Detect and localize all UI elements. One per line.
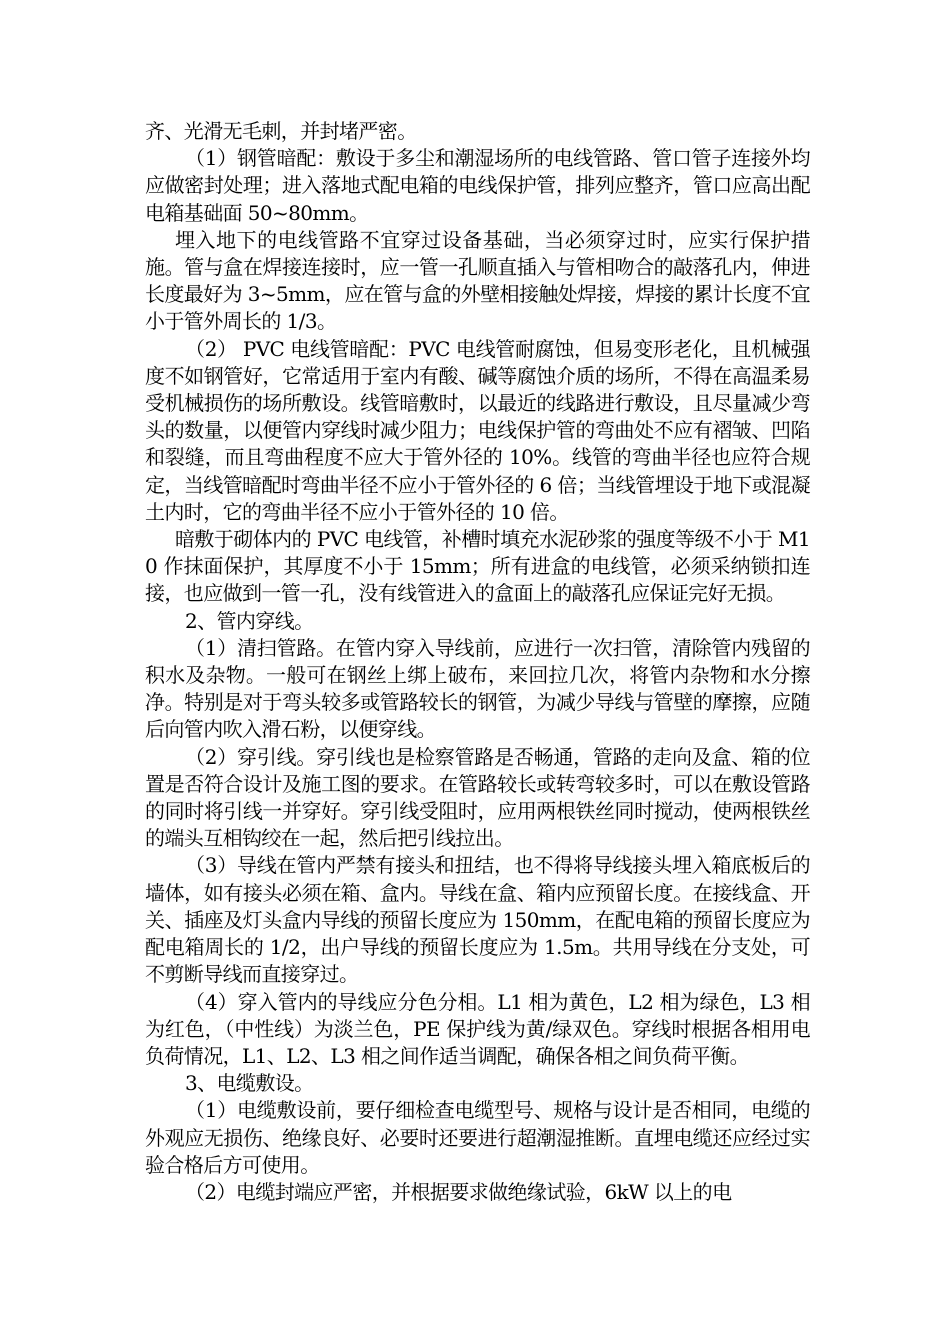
- paragraph-continuation: 齐、光滑无毛刺，并封堵严密。: [145, 119, 417, 143]
- section-heading-cable: 3、电缆敷设。: [185, 1071, 314, 1096]
- paragraph-pvc-pipe: （2） PVC 电线管暗配：PVC 电线管耐腐蚀，但易变形老化，且机械强度不如钢管好，它常适用于室内有酸、碱等腐蚀介质的场所，不得在高温柔易受机械损伤的场所敷设。线管暗敷时，以最近的线路进行敷设，且尽量减少弯头的数量，以便管内穿线时减少阻力；电线保护管的弯曲处不应有褶皱、凹陷和裂缝，而且弯曲程度不应大于管外径的 10%。线管的弯曲半径也应符合规定，当线管暗配时弯曲半径不应小于管外径的 6 倍；当线管埋设于地下或混凝土内时，它的弯曲半径不应小于管外径的 10 倍。: [145, 336, 810, 524]
- paragraph-pvc-masonry: 暗敷于砌体内的 PVC 电线管，补槽时填充水泥砂浆的强度等级不小于 M10 作抹面保护，其厚度不小于 15mm；所有进盒的电线管，必须采纳锁扣连接，也应做到一管一孔，没有线管进入的盒面上的敲落孔应保证完好无损。: [145, 527, 810, 606]
- paragraph-underground-pipe: 埋入地下的电线管路不宜穿过设备基础，当必须穿过时，应实行保护措施。管与盒在焊接连接时，应一管一孔顺直插入与管相吻合的敲落孔内，伸进长度最好为 3~5mm，应在管与盒的外壁相接触处焊接，焊接的累计长度不宜小于管外周长的 1/3。: [145, 227, 810, 334]
- paragraph-joints: （3）导线在管内严禁有接头和扭结，也不得将导线接头埋入箱底板后的墙体，如有接头必须在箱、盒内。导线在盒、箱内应预留长度。在接线盒、开关、插座及灯头盒内导线的预留长度应为 150mm，在配电箱的预留长度应为配电箱周长的 1/2，出户导线的预留长度应为 1.5m。共用导线在分支处，可不剪断导线而直接穿过。: [145, 853, 810, 987]
- paragraph-cable-check: （1）电缆敷设前，要仔细检查电缆型号、规格与设计是否相同，电缆的外观应无损伤、绝缘良好、必要时还要进行超潮湿推断。直埋电缆还应经过实验合格后方可使用。: [145, 1098, 810, 1177]
- section-heading-wiring: 2、管内穿线。: [185, 608, 314, 633]
- paragraph-cable-seal: （2）电缆封端应严密，并根据要求做绝缘试验，6kW 以上的电: [185, 1179, 732, 1204]
- document-body: [145, 118, 810, 1206]
- paragraph-pull-wire: （2）穿引线。穿引线也是检察管路是否畅通，管路的走向及盒、箱的位置是否符合设计及施工图的要求。在管路较长或转弯较多时，可以在敷设管路的同时将引线一并穿好。穿引线受阻时，应用两根铁丝同时搅动，使两根铁丝的端头互相钩绞在一起，然后把引线拉出。: [145, 744, 810, 851]
- paragraph-clean-pipe: （1）清扫管路。在管内穿入导线前，应进行一次扫管，清除管内残留的积水及杂物。一般可在钢丝上绑上破布，来回拉几次，将管内杂物和水分擦净。特别是对于弯头较多或管路较长的钢管，为减少导线与管壁的摩擦，应随后向管内吹入滑石粉，以便穿线。: [145, 635, 810, 742]
- paragraph-steel-pipe: （1）钢管暗配：敷设于多尘和潮湿场所的电线管路、管口管子连接外均应做密封处理；进入落地式配电箱的电线保护管，排列应整齐，管口应高出配电箱基础面 50~80mm。: [145, 146, 810, 225]
- paragraph-color-phase: （4）穿入管内的导线应分色分相。L1 相为黄色，L2 相为绿色，L3 相为红色，（中性线）为淡兰色，PE 保护线为黄/绿双色。穿线时根据各相用电负荷情况，L1、L2、L3 相之间作适当调配，确保各相之间负荷平衡。: [145, 989, 810, 1068]
